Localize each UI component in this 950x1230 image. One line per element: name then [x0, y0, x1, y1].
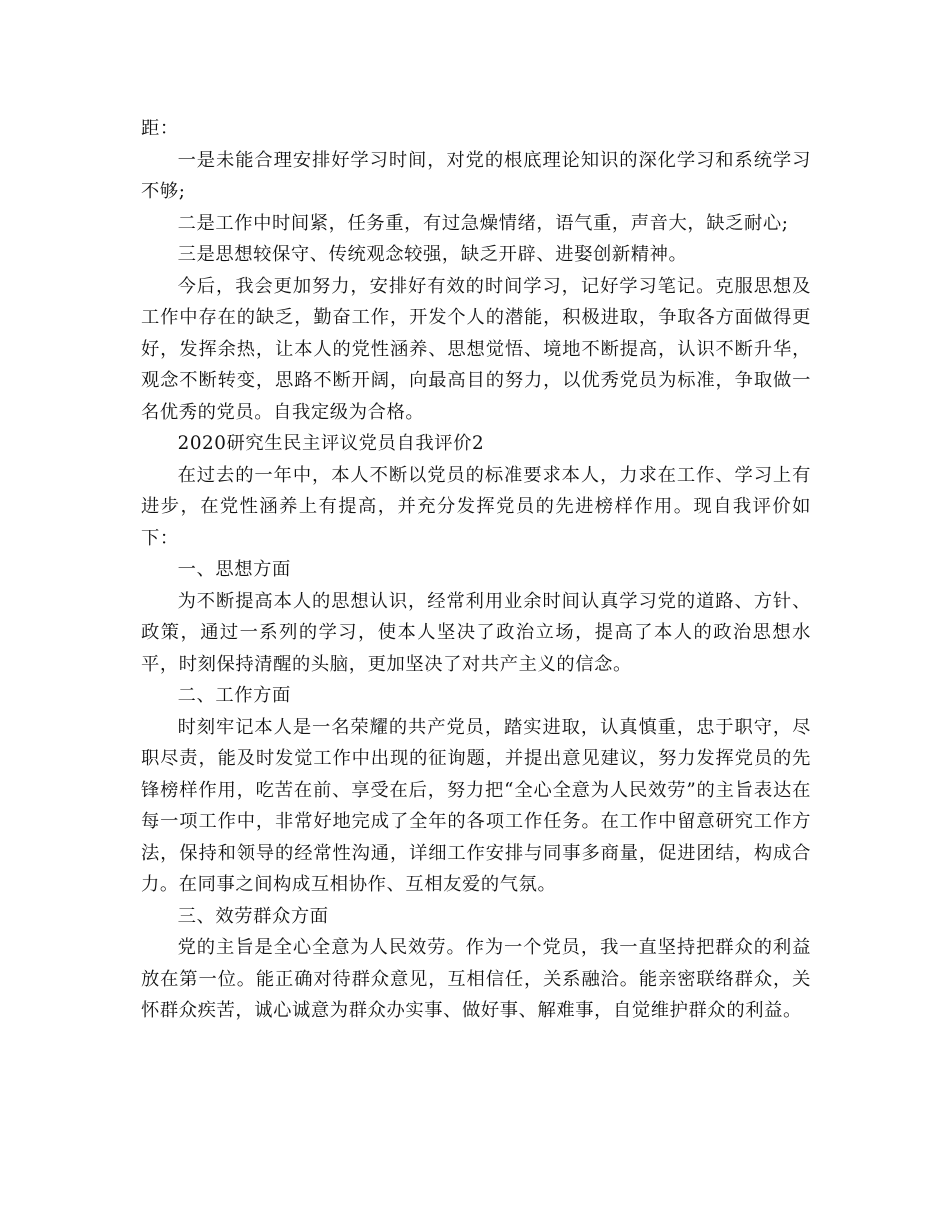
- paragraph-thought: 为不断提高本人的思想认识，经常利用业余时间认真学习党的道路、方针、政策，通过一系列的学习，使本人坚决了政治立场，提高了本人的政治思想水平，时刻保持清醒的头脑，更加坚决了对共产主义的信念。: [141, 590, 811, 675]
- paragraph-shortcoming-1: 一是未能合理安排好学习时间，对党的根底理论知识的深化学习和系统学习不够;: [141, 149, 811, 202]
- heading-work: 二、工作方面: [177, 685, 291, 706]
- paragraph-shortcoming-3: 三是思想较保守、传统观念较强，缺乏开辟、进娶创新精神。: [177, 244, 688, 265]
- paragraph-continuation: 距：: [141, 118, 179, 139]
- document-body: [141, 113, 811, 1027]
- heading-thought: 一、思想方面: [177, 559, 291, 580]
- paragraph-work: 时刻牢记本人是一名荣耀的共产党员，踏实进取，认真慎重，忠于职守，尽职尽责，能及时发觉工作中出现的征询题，并提出意见建议，努力发挥党员的先锋榜样作用，吃苦在前、享受在后，努力把“全心全意为人民效劳”的主旨表达在每一项工作中，非常好地完成了全年的各项工作任务。在工作中留意研究工作方法，保持和领导的经常性沟通，详细工作安排与同事多商量，促进团结，构成合力。在同事之间构成互相协作、互相友爱的气氛。: [141, 716, 811, 895]
- section-title: 2020研究生民主评议党员自我评价2: [177, 433, 485, 454]
- heading-service: 三、效劳群众方面: [177, 905, 329, 927]
- paragraph-future-plan: 今后，我会更加努力，安排好有效的时间学习，记好学习笔记。克服思想及工作中存在的缺乏，勤奋工作，开发个人的潜能，积极进取，争取各方面做得更好，发挥余热，让本人的党性涵养、思想觉悟、境地不断提高，认识不断升华，观念不断转变，思路不断开阔，向最高目的努力，以优秀党员为标准，争取做一名优秀的党员。自我定级为合格。: [141, 275, 811, 423]
- paragraph-service: 党的主旨是全心全意为人民效劳。作为一个党员，我一直坚持把群众的利益放在第一位。能正确对待群众意见，互相信任，关系融洽。能亲密联络群众，关怀群众疾苦，诚心诚意为群众办实事、做好事、解难事，自觉维护群众的利益。: [141, 937, 811, 1021]
- paragraph-intro: 在过去的一年中，本人不断以党员的标准要求本人，力求在工作、学习上有进步，在党性涵养上有提高，并充分发挥党员的先进榜样作用。现自我评价如下：: [141, 464, 811, 549]
- paragraph-shortcoming-2: 二是工作中时间紧，任务重，有过急燥情绪，语气重，声音大，缺乏耐心;: [177, 212, 789, 234]
